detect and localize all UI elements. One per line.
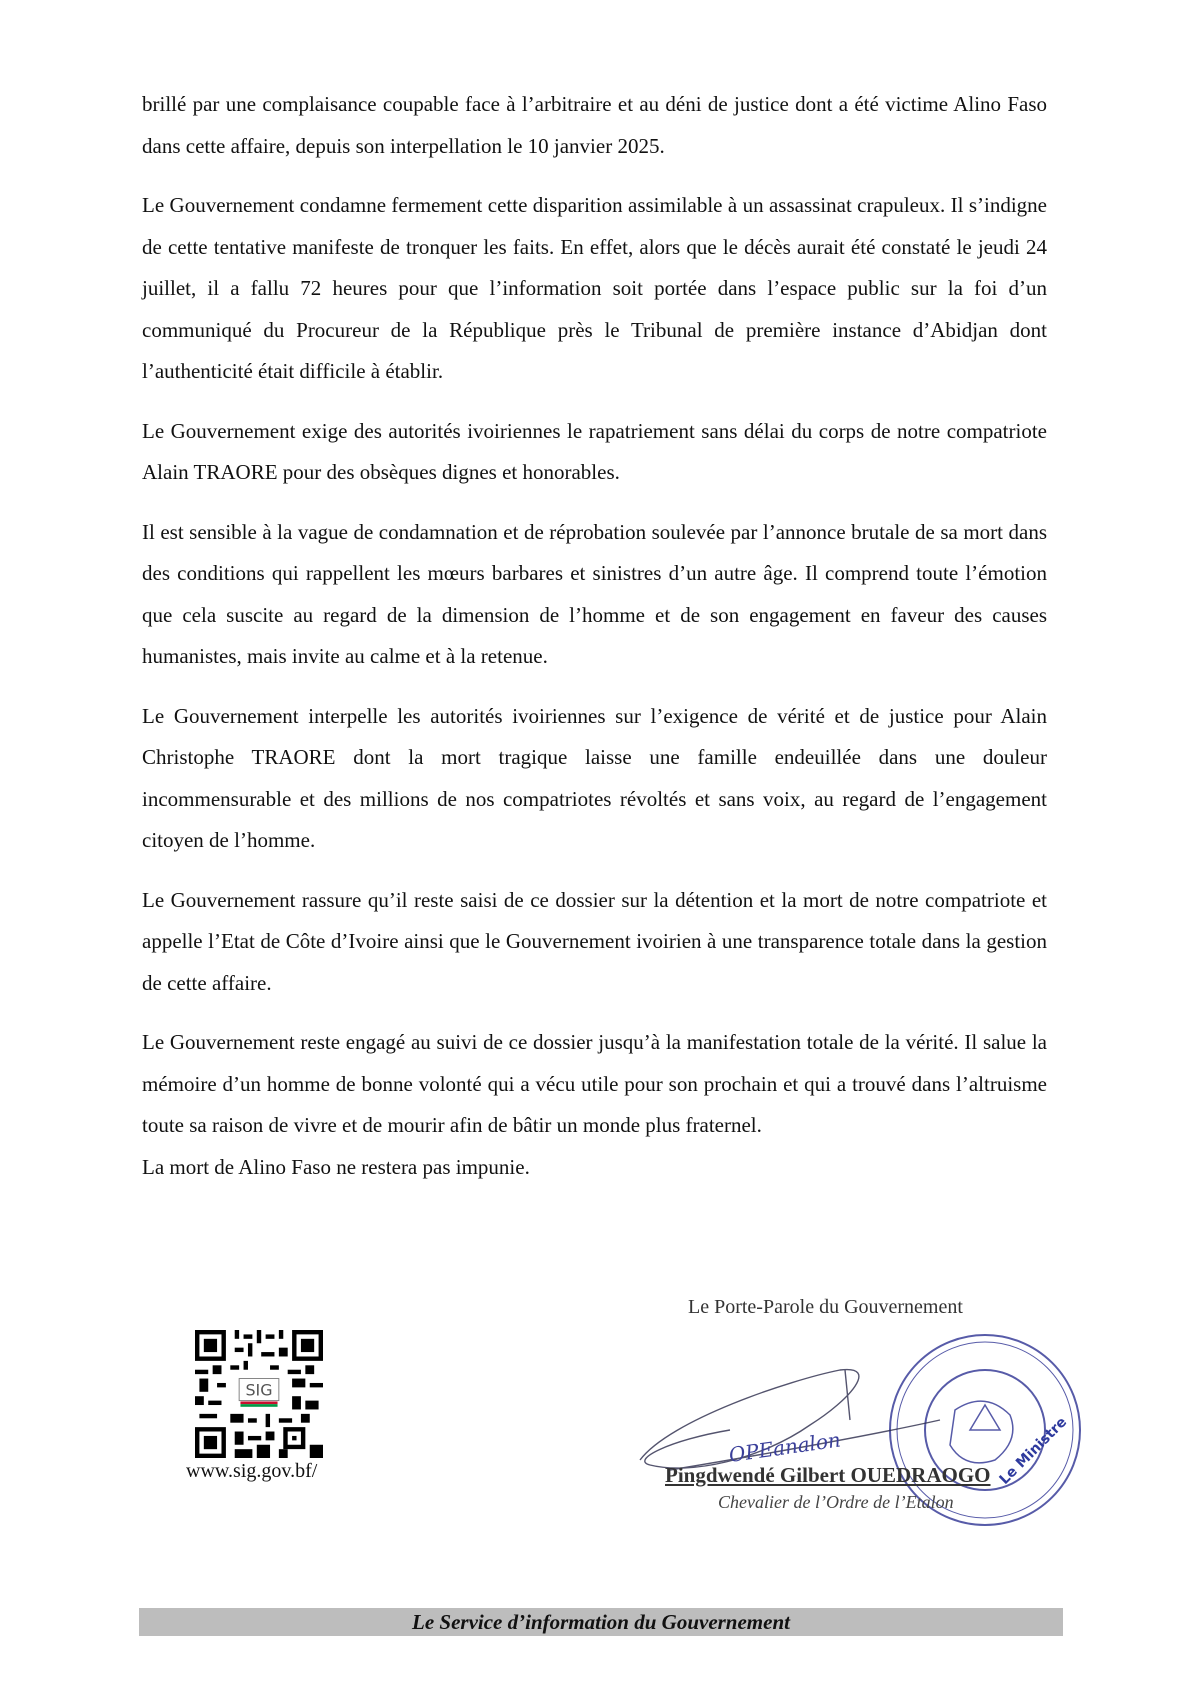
paragraph: Le Gouvernement reste engagé au suivi de ce dossier jusqu’à la manifestation totale de la vérité. Il salue la mémoire d’un homme de bonne volonté qui a vécu utile pour son prochain et qui a trouvé dans l’altruisme toute sa raison de vivre et de mourir afin de bâtir un monde plus fraternel. xyxy=(142,1030,1047,1137)
paragraph: Le Gouvernement exige des autorités ivoiriennes le rapatriement sans délai du corps de notre compatriote Alain TRAORE pour des obsèques dignes et honorables. xyxy=(142,418,1047,484)
signatory-title: Le Porte-Parole du Gouvernement xyxy=(688,1296,963,1318)
paragraph: Le Gouvernement condamne fermement cette disparition assimilable à un assassinat crapuleux. Il s’indigne de cette tentative manifeste de tronquer les faits. En effet, alors que le décès aurait été constaté le jeudi 24 juillet, il a fallu 72 heures pour que l’information soit portée dans l’espace public sur la foi d’un communiqué du Procureur de la République près le Tribunal de première instance d’Abidjan dont l’authenticité était difficile à établir. xyxy=(142,193,1047,383)
website-link[interactable]: www.sig.gov.bf/ xyxy=(186,1460,318,1482)
document-body xyxy=(142,84,1047,1206)
paragraph: Le Gouvernement interpelle les autorités ivoiriennes sur l’exigence de vérité et de justice pour Alain Christophe TRAORE dont la mort tragique laisse une famille endeuillée dans une douleur incommensurable et des millions de nos compatriotes révoltés et sans voix, au regard de l’engagement citoyen de l’homme. xyxy=(142,703,1047,852)
closing-statement: La mort de Alino Faso ne restera pas impunie. xyxy=(142,1154,530,1179)
footer-text: Le Service d’information du Gouvernement xyxy=(412,1610,790,1634)
svg-text:Le Ministre: Le Ministre xyxy=(996,1414,1071,1488)
paragraph: brillé par une complaisance coupable face à l’arbitraire et au déni de justice dont a été victime Alino Faso dans cette affaire, depuis son interpellation le 10 janvier 2025. xyxy=(142,92,1047,158)
paragraph: Il est sensible à la vague de condamnation et de réprobation soulevée par l’annonce brutale de sa mort dans des conditions qui rappellent les mœurs barbares et sinistres d’un autre âge. Il comprend toute l’émotion que cela suscite au regard de la dimension de l’homme et de son engagement en faveur des causes humanistes, mais invite au calme et à la retenue. xyxy=(142,519,1047,668)
paragraph: Le Gouvernement rassure qu’il reste saisi de ce dossier sur la détention et la mort de notre compatriote et appelle l’Etat de Côte d’Ivoire ainsi que le Gouvernement ivoirien à une transparence totale dans la gestion de cette affaire. xyxy=(142,887,1047,995)
svg-text:SIG: SIG xyxy=(245,1380,273,1400)
signatory-name: Pingdwendé Gilbert OUEDRAOGO xyxy=(665,1463,991,1487)
qr-code-icon xyxy=(195,1330,323,1458)
svg-text:OPEanalon: OPEanalon xyxy=(727,1427,843,1467)
footer-banner xyxy=(139,1608,1063,1636)
official-stamp-and-signature-icon xyxy=(610,1310,1090,1550)
signatory-distinction: Chevalier de l’Ordre de l’Etalon xyxy=(718,1492,954,1512)
